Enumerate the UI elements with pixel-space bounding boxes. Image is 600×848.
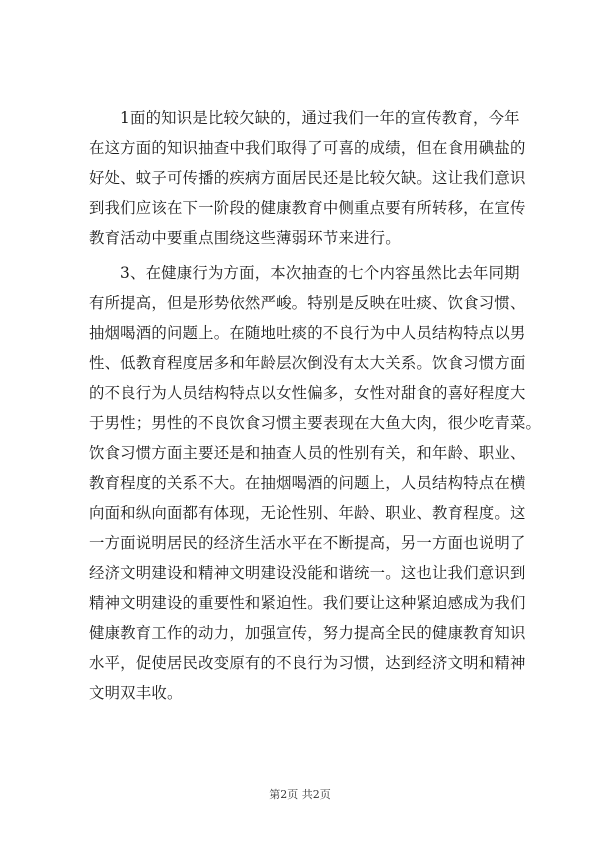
text-line: 文明双丰收。: [89, 684, 183, 702]
text-line: 好处、蚊子可传播的疾病方面居民还是比较欠缺。这让我们意识: [89, 169, 526, 187]
page-number-footer: 第2页 共2页: [269, 788, 331, 801]
text-line: 有所提高，但是形势依然严峻。特别是反映在吐痰、饮食习惯、: [89, 294, 526, 312]
document-body: [89, 103, 542, 713]
text-line: 教育活动中要重点围绕这些薄弱环节来进行。: [89, 229, 401, 247]
text-line: 1面的知识是比较欠缺的，通过我们一年的宣传教育，今年: [120, 109, 520, 127]
text-line: 健康教育工作的动力，加强宣传，努力提高全民的健康教育知识: [89, 624, 526, 642]
paragraph-health-behavior: [89, 258, 542, 708]
paragraph-health-knowledge: [89, 103, 526, 253]
text-line: 向面和纵向面都有体现，无论性别、年龄、职业、教育程度。这: [89, 504, 526, 522]
text-line: 经济文明建设和精神文明建设没能和谐统一。这也让我们意识到: [89, 564, 526, 582]
text-line: 于男性；男性的不良饮食习惯主要表现在大鱼大肉，很少吃青菜。: [89, 414, 542, 432]
text-line: 性、低教育程度居多和年龄层次倒没有太大关系。饮食习惯方面: [89, 354, 526, 372]
text-line: 一方面说明居民的经济生活水平在不断提高，另一方面也说明了: [89, 534, 526, 552]
text-line: 教育程度的关系不大。在抽烟喝酒的问题上，人员结构特点在横: [89, 474, 526, 492]
text-line: 在这方面的知识抽查中我们取得了可喜的成绩，但在食用碘盐的: [89, 139, 526, 157]
text-line: 饮食习惯方面主要还是和抽查人员的性别有关，和年龄、职业、: [89, 444, 526, 462]
text-line: 的不良行为人员结构特点以女性偏多，女性对甜食的喜好程度大: [89, 384, 526, 402]
text-line: 到我们应该在下一阶段的健康教育中侧重点要有所转移，在宣传: [89, 199, 526, 217]
text-line: 3、在健康行为方面，本次抽查的七个内容虽然比去年同期: [120, 264, 520, 282]
text-line: 精神文明建设的重要性和紧迫性。我们要让这种紧迫感成为我们: [89, 594, 526, 612]
text-line: 水平，促使居民改变原有的不良行为习惯，达到经济文明和精神: [89, 654, 526, 672]
text-line: 抽烟喝酒的问题上。在随地吐痰的不良行为中人员结构特点以男: [89, 324, 526, 342]
